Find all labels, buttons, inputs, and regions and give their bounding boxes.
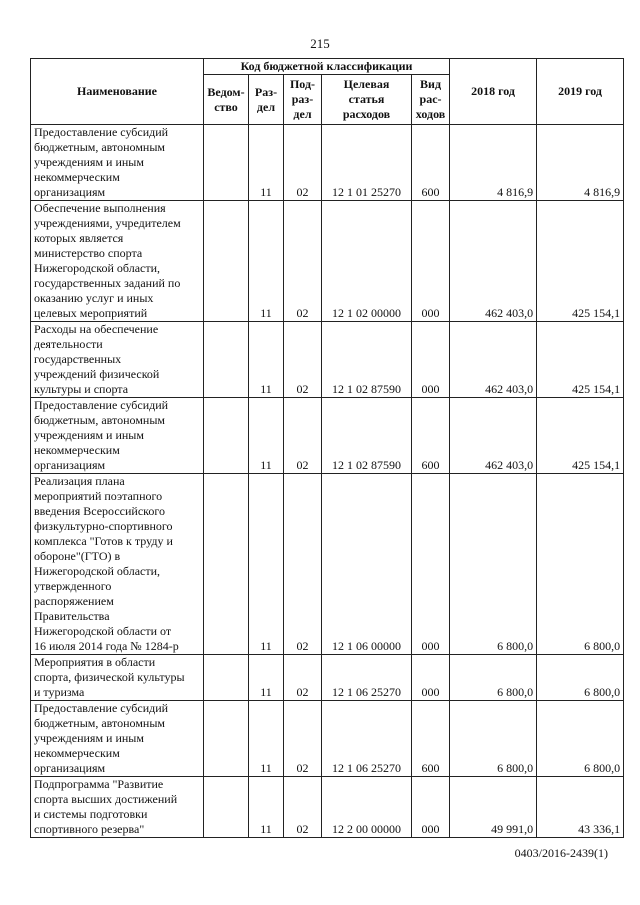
document-code: 0403/2016-2439(1) [514,846,608,860]
row-target: 12 1 02 87590 [322,322,412,398]
row-vid: 000 [412,322,450,398]
header-2019: 2019 год [537,59,624,125]
row-2018: 462 403,0 [450,398,537,474]
row-target: 12 1 06 00000 [322,474,412,655]
header-vedomstvo: Ведом- ство [204,75,249,125]
page-number: 215 [310,36,330,51]
row-2019: 6 800,0 [537,474,624,655]
budget-table [30,58,624,838]
row-podrazdel: 02 [284,125,322,201]
row-2019: 425 154,1 [537,201,624,322]
row-vedomstvo [204,201,249,322]
row-2019: 425 154,1 [537,398,624,474]
row-vid: 000 [412,474,450,655]
row-razdel: 11 [249,474,284,655]
row-vedomstvo [204,322,249,398]
row-vid: 600 [412,125,450,201]
table-row [31,701,624,777]
table-row [31,398,624,474]
table-row [31,777,624,838]
row-2018: 4 816,9 [450,125,537,201]
row-podrazdel: 02 [284,322,322,398]
row-vedomstvo [204,474,249,655]
table-row [31,322,624,398]
row-vid: 000 [412,655,450,701]
row-target: 12 2 00 00000 [322,777,412,838]
row-podrazdel: 02 [284,777,322,838]
row-podrazdel: 02 [284,655,322,701]
row-target: 12 1 06 25270 [322,701,412,777]
row-name: Расходы на обеспечение деятельности государственных учреждений физической культуры и спорта [31,322,204,398]
row-vid: 000 [412,777,450,838]
row-name: Предоставление субсидий бюджетным, автономным учреждениям и иным некоммерческим организациям [31,398,204,474]
row-podrazdel: 02 [284,201,322,322]
header-budget-code: Код бюджетной классификации [204,59,450,75]
row-name: Обеспечение выполнения учреждениями, учредителем которых является министерство спорта Нижегородской области, государственных заданий по оказанию услуг и иных целевых мероприятий [31,201,204,322]
row-vid: 600 [412,398,450,474]
header-vid: Вид рас- ходов [412,75,450,125]
table-row [31,201,624,322]
row-2018: 49 991,0 [450,777,537,838]
row-vid: 600 [412,701,450,777]
row-razdel: 11 [249,398,284,474]
header-2018: 2018 год [450,59,537,125]
row-target: 12 1 01 25270 [322,125,412,201]
row-vedomstvo [204,125,249,201]
row-vid: 000 [412,201,450,322]
table-row [31,125,624,201]
row-razdel: 11 [249,125,284,201]
table-row [31,655,624,701]
row-2019: 4 816,9 [537,125,624,201]
row-podrazdel: 02 [284,398,322,474]
row-2018: 462 403,0 [450,201,537,322]
row-razdel: 11 [249,655,284,701]
header-razdel: Раз- дел [249,75,284,125]
row-target: 12 1 02 00000 [322,201,412,322]
header-target: Целевая статья расходов [322,75,412,125]
header-podrazdel: Под- раз- дел [284,75,322,125]
row-podrazdel: 02 [284,701,322,777]
row-name: Реализация плана мероприятий поэтапного введения Всероссийского физкультурно-спортивного комплекса "Готов к труду и обороне"(ГТО) в Нижегородской области, утвержденного распоряжением Правительства Нижегородской области от 16 июля 2014 года № 1284-р [31,474,204,655]
row-target: 12 1 02 87590 [322,398,412,474]
row-podrazdel: 02 [284,474,322,655]
row-razdel: 11 [249,201,284,322]
row-2018: 462 403,0 [450,322,537,398]
row-2018: 6 800,0 [450,701,537,777]
row-name: Мероприятия в области спорта, физической культуры и туризма [31,655,204,701]
row-2019: 425 154,1 [537,322,624,398]
row-2018: 6 800,0 [450,474,537,655]
row-name: Предоставление субсидий бюджетным, автономным учреждениям и иным некоммерческим организациям [31,701,204,777]
header-name: Наименование [31,59,204,125]
row-vedomstvo [204,777,249,838]
row-name: Подпрограмма "Развитие спорта высших достижений и системы подготовки спортивного резерва" [31,777,204,838]
row-target: 12 1 06 25270 [322,655,412,701]
row-vedomstvo [204,398,249,474]
row-vedomstvo [204,701,249,777]
row-name: Предоставление субсидий бюджетным, автономным учреждениям и иным некоммерческим организациям [31,125,204,201]
row-razdel: 11 [249,322,284,398]
row-2019: 6 800,0 [537,655,624,701]
row-vedomstvo [204,655,249,701]
row-razdel: 11 [249,701,284,777]
row-2019: 6 800,0 [537,701,624,777]
row-2019: 43 336,1 [537,777,624,838]
table-row [31,474,624,655]
row-razdel: 11 [249,777,284,838]
row-2018: 6 800,0 [450,655,537,701]
